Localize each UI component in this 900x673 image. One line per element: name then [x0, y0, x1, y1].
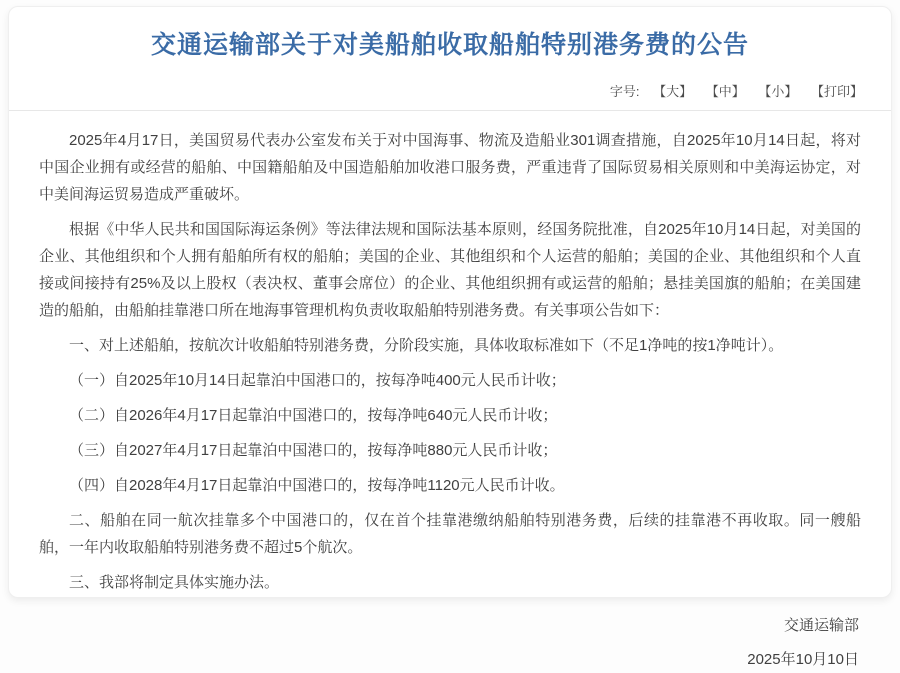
- print-button[interactable]: 【打印】: [810, 84, 863, 99]
- font-size-label: 字号:: [609, 84, 640, 99]
- article-1-paragraph: 一、对上述船舶，按航次计收船舶特别港务费，分阶段实施，具体收取标准如下（不足1净吨的按1净吨计）。: [69, 337, 784, 354]
- signature-block: [9, 612, 891, 673]
- font-size-large-button[interactable]: 【大】: [653, 84, 693, 99]
- signature-agency: 交通运输部: [783, 617, 859, 634]
- signature-date: 2025年10月10日: [747, 651, 859, 668]
- fee-item-1: （一）自2025年10月14日起靠泊中国港口的，按每净吨400元人民币计收；: [69, 372, 566, 389]
- article-2-paragraph: 二、船舶在同一航次挂靠多个中国港口的，仅在首个挂靠港缴纳船舶特别港务费，后续的挂靠港不再收取。同一艘船舶，一年内收取船舶特别港务费不超过5个航次。: [39, 512, 861, 556]
- fee-item-4: （四）自2028年4月17日起靠泊中国港口的，按每净吨1120元人民币计收。: [69, 477, 565, 494]
- legal-basis-paragraph: 根据《中华人民共和国国际海运条例》等法律法规和国际法基本原则，经国务院批准，自2025年10月14日起，对美国的企业、其他组织和个人拥有船舶所有权的船舶；美国的企业、其他组织和个人运营的船舶；美国的企业、其他组织和个人直接或间接持有25%及以上股权（表决权、董事会席位）的企业、其他组织拥有或运营的船舶；悬挂美国旗的船舶；在美国建造的船舶，由船舶挂靠港口所在地海事管理机构负责收取船舶特别港务费。有关事项公告如下：: [39, 221, 861, 319]
- fee-item-2: （二）自2026年4月17日起靠泊中国港口的，按每净吨640元人民币计收；: [69, 407, 558, 424]
- fee-item-3: （三）自2027年4月17日起靠泊中国港口的，按每净吨880元人民币计收；: [69, 442, 558, 459]
- intro-paragraph: 2025年4月17日，美国贸易代表办公室发布关于对中国海事、物流及造船业301调查措施，自2025年10月14日起，将对中国企业拥有或经营的船舶、中国籍船舶及中国造船舶加收港口服务费，严重违背了国际贸易相关原则和中美海运协定，对中美间海运贸易造成严重破坏。: [39, 132, 861, 203]
- font-size-toolbar: [9, 81, 891, 111]
- page-title: 交通运输部关于对美船舶收取船舶特别港务费的公告: [150, 31, 749, 59]
- announcement-card: [8, 6, 892, 668]
- announcement-body: [9, 111, 891, 596]
- font-size-small-button[interactable]: 【小】: [758, 84, 798, 99]
- article-3-paragraph: 三、我部将制定具体实施办法。: [69, 574, 280, 591]
- font-size-medium-button[interactable]: 【中】: [705, 84, 745, 99]
